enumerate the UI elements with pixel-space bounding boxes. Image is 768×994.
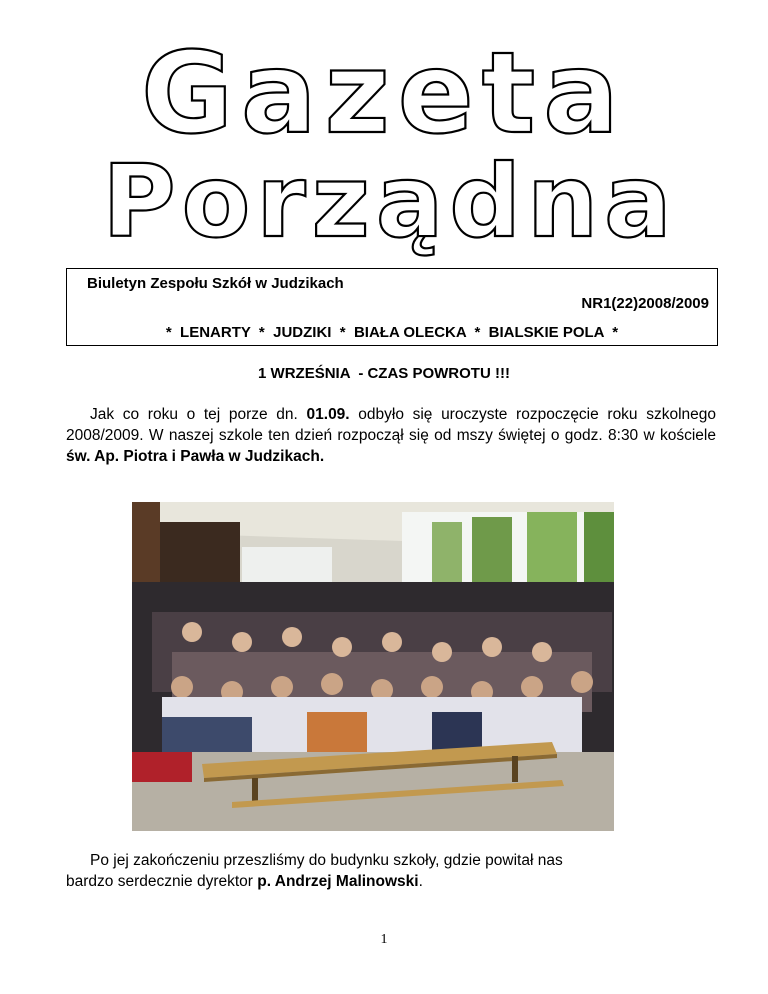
locations-line: * LENARTY * JUDZIKI * BIAŁA OLECKA * BIALSKIE POLA * xyxy=(165,324,619,341)
p1-church: św. Ap. Piotra i Pawła w Judzikach. xyxy=(66,448,325,465)
p1-text-b: odbyło się uroczyste rozpoczęcie roku szkolnego 2008/2009. W naszej szkole ten dzień rozpoczął się od mszy świętej o godz. 8:30 w kościele xyxy=(66,406,716,444)
masthead xyxy=(0,0,768,270)
p2-director: p. Andrzej Malinowski xyxy=(257,873,419,890)
article-headline: 1 WRZEŚNIA - CZAS POWROTU !!! xyxy=(258,365,510,382)
p1-date: 01.09. xyxy=(306,406,350,423)
article-paragraph-2 xyxy=(66,850,746,892)
p2-line-1: Po jej zakończeniu przeszliśmy do budynku szkoły, gdzie powitał nas xyxy=(90,852,563,869)
p2-line-2 xyxy=(66,873,423,890)
article-paragraph-1 xyxy=(66,404,716,467)
school-name: Biuletyn Zespołu Szkół w Judzikach xyxy=(87,275,344,292)
masthead-title-line2: Porządna xyxy=(102,143,678,260)
school-assembly-photo xyxy=(132,502,614,831)
p2-text-a: bardzo serdecznie dyrektor xyxy=(66,873,258,890)
p1-text-a: Jak co roku o tej porze dn. xyxy=(90,406,307,423)
masthead-title-line1: Gazeta xyxy=(141,29,627,159)
page-number: 1 xyxy=(380,932,388,947)
p2-end: . xyxy=(418,873,423,890)
bulletin-info-box xyxy=(66,268,718,346)
issue-number: NR1(22)2008/2009 xyxy=(581,295,709,312)
